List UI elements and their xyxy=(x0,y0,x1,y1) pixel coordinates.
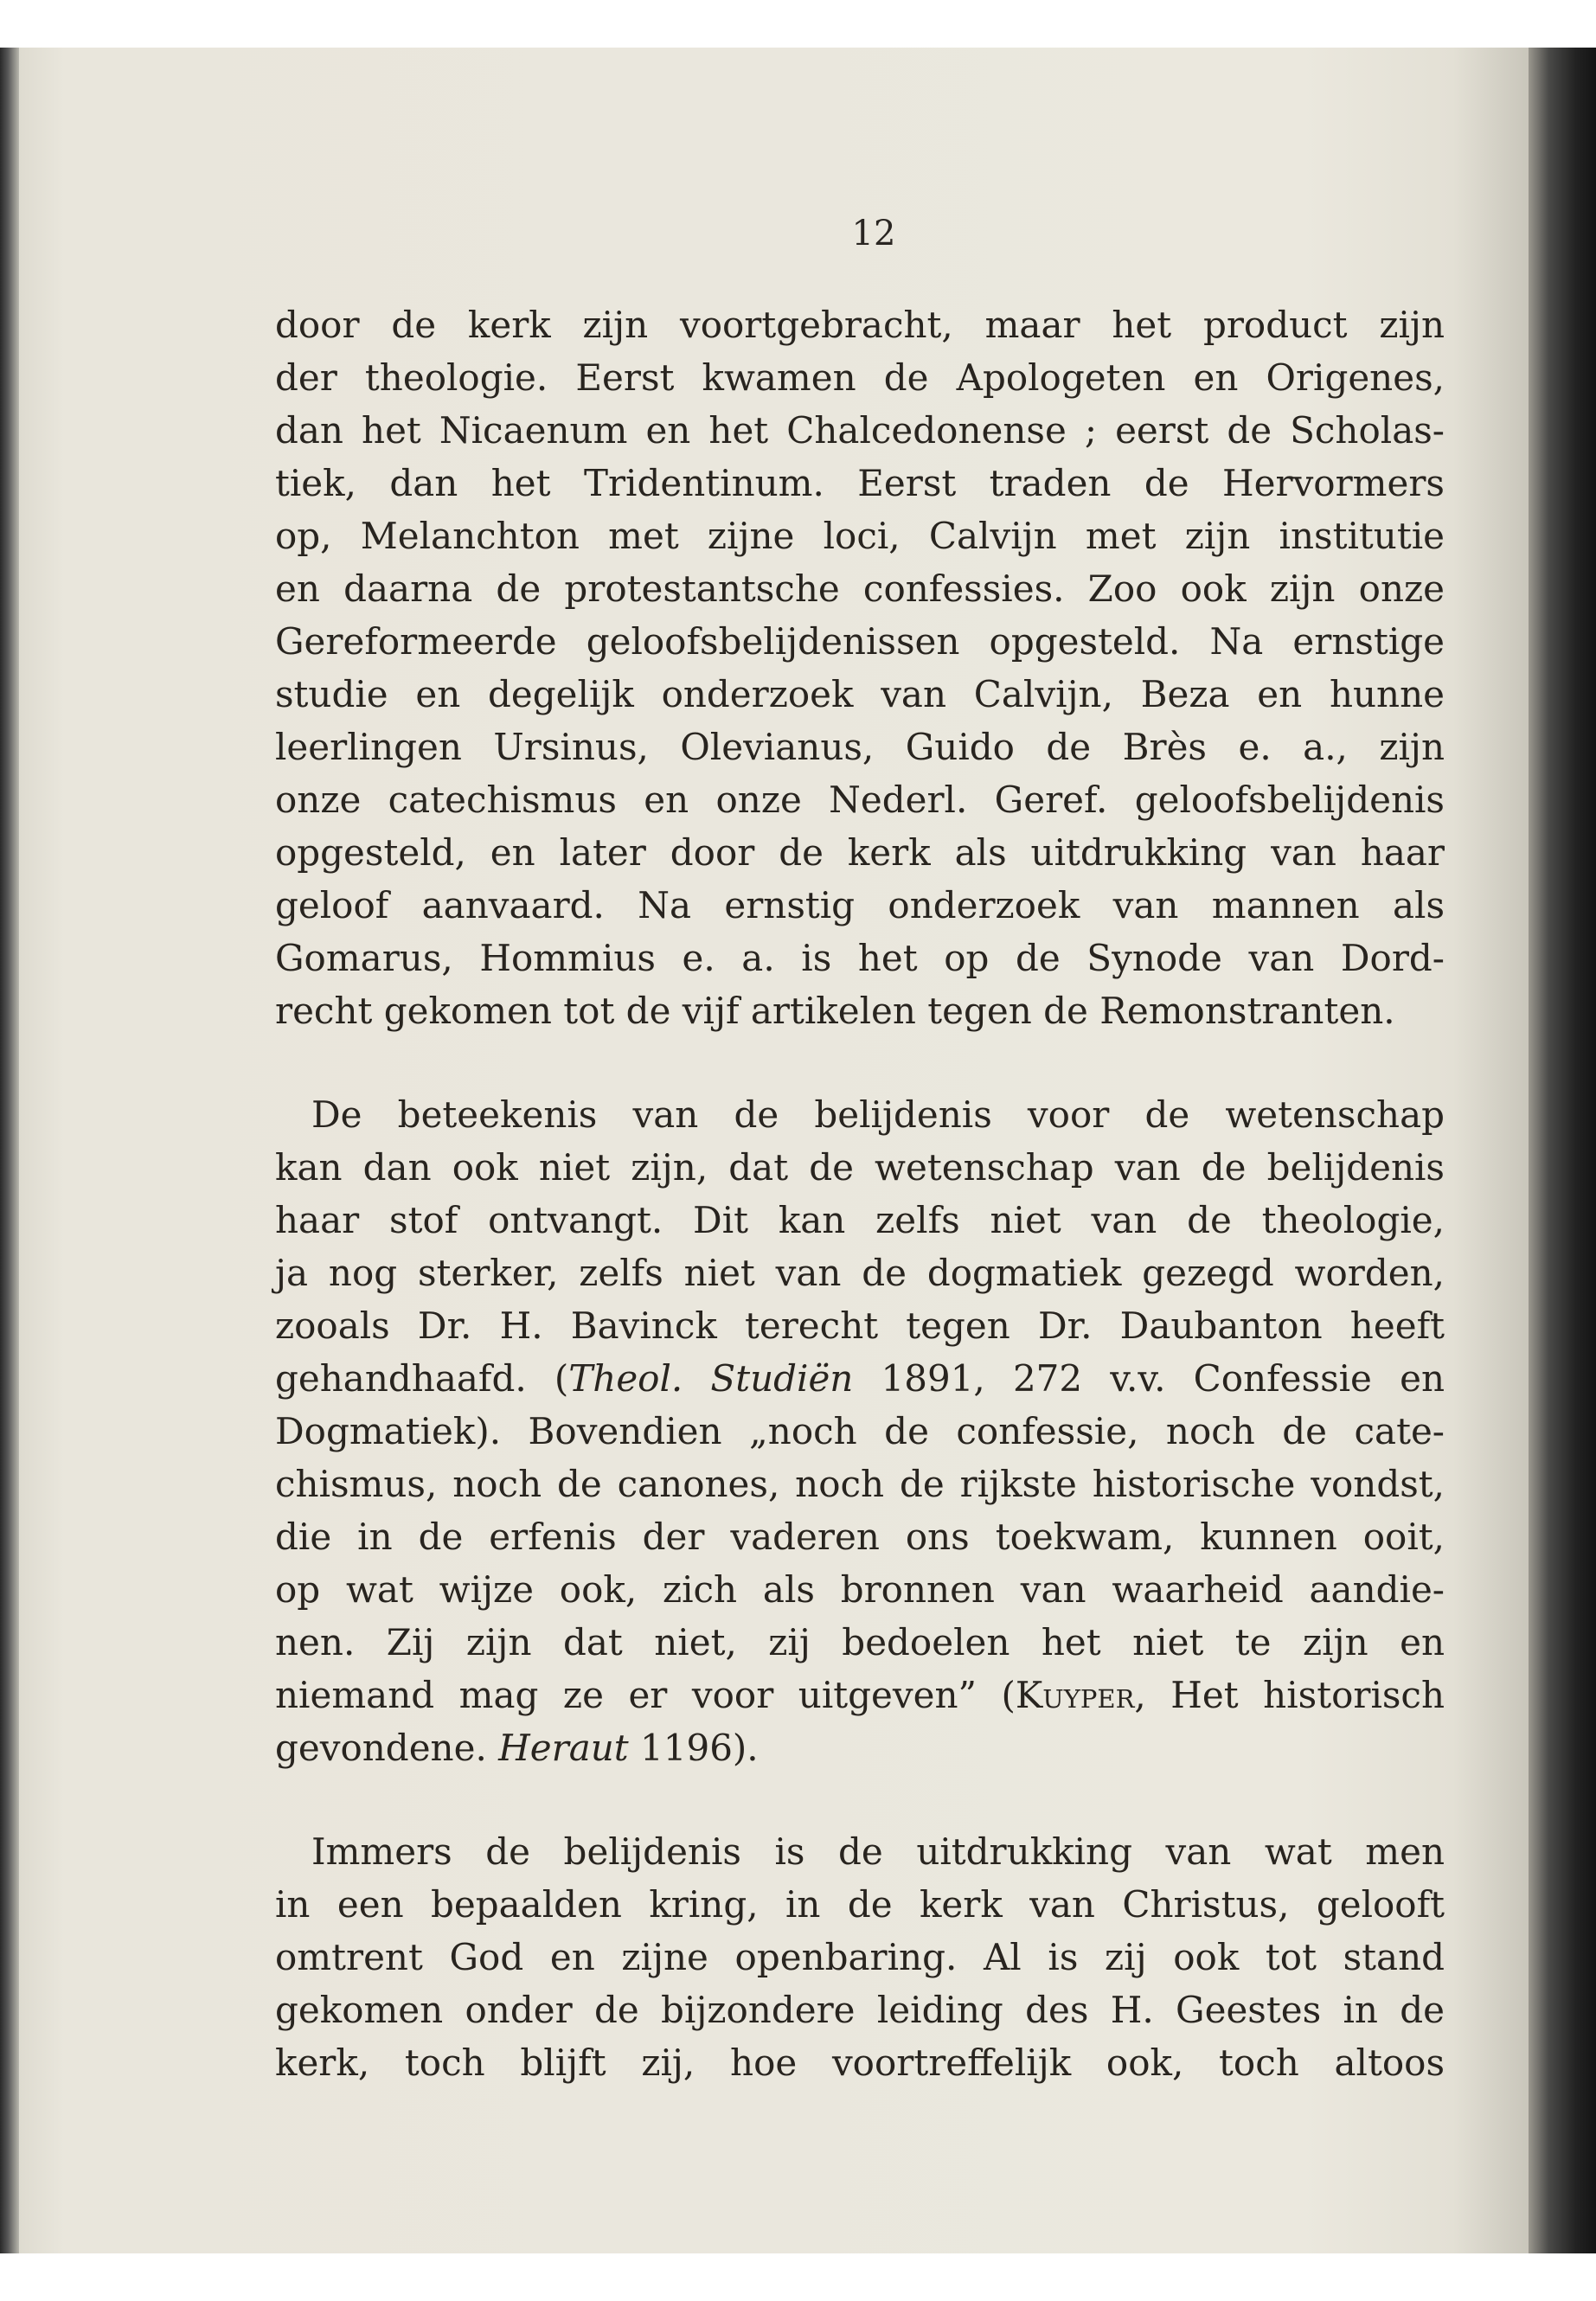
top-scan-margin xyxy=(0,0,1596,48)
text-line: De beteekenis van de belijdenis voor de wetenschap xyxy=(311,1093,1445,1136)
source-title: Heraut xyxy=(498,1727,629,1769)
page-number: 12 xyxy=(851,214,896,253)
text-line: recht gekomen tot de vijf artikelen tegen de Remonstranten. xyxy=(275,990,1395,1032)
text-fragment: ( xyxy=(554,1357,569,1400)
text-line: Immers de belijdenis is de uitdrukking van wat men xyxy=(311,1830,1445,1873)
text-line: geloof aanvaard. Na ernstig onderzoek van mannen als xyxy=(275,884,1445,926)
left-binding-edge xyxy=(0,48,19,2253)
text-line: door de kerk zijn voortgebracht, maar het product zijn xyxy=(275,304,1445,346)
author-name: Kuyper xyxy=(1015,1674,1135,1716)
text-line: kerk, toch blijft zij, hoe voortreffelijk ook, toch altoos xyxy=(275,2041,1445,2084)
text-line: dan het Nicaenum en het Chalcedonense ; eerst de Scholas- xyxy=(275,409,1445,452)
text-line: op wat wijze ook, zich als bronnen van waarheid aandie- xyxy=(275,1568,1445,1611)
text-line: leerlingen Ursinus, Olevianus, Guido de Brès e. a., zijn xyxy=(275,726,1445,768)
text-line: studie en degelijk onderzoek van Calvijn, Beza en hunne xyxy=(275,673,1445,715)
text-line: op, Melanchton met zijne loci, Calvijn met zijn institutie xyxy=(275,515,1445,557)
paragraph-2 xyxy=(275,1088,1445,1774)
text-line: ja nog sterker, zelfs niet van de dogmatiek gezegd worden, xyxy=(275,1252,1445,1294)
text-line: opgesteld, en later door de kerk als uitdrukking van haar xyxy=(275,831,1445,874)
text-line: in een bepaalden kring, in de kerk van Christus, gelooft xyxy=(275,1883,1445,1926)
text-fragment: , Het historisch xyxy=(1134,1674,1445,1716)
right-page-edge-shadow xyxy=(1529,48,1596,2253)
text-line: gekomen onder de bijzondere leiding des H. Geestes in de xyxy=(275,1989,1445,2031)
text-line-with-author xyxy=(275,1669,1445,1721)
text-line: Dogmatiek). Bovendien „noch de confessie, noch de cate- xyxy=(275,1410,1445,1452)
paragraph-1 xyxy=(275,298,1445,1037)
text-fragment: gevondene. xyxy=(275,1727,499,1769)
text-line: der theologie. Eerst kwamen de Apologeten en Origenes, xyxy=(275,356,1445,399)
text-line: en daarna de protestantsche confessies. Zoo ook zijn onze xyxy=(275,567,1445,610)
text-line-with-source xyxy=(275,1721,1445,1774)
bottom-scan-margin xyxy=(0,2253,1596,2301)
text-line: Gomarus, Hommius e. a. is het op de Synode van Dord- xyxy=(275,937,1445,979)
text-line: tiek, dan het Tridentinum. Eerst traden de Hervormers xyxy=(275,462,1445,504)
text-line: chismus, noch de canones, noch de rijkste historische vondst, xyxy=(275,1463,1445,1505)
text-line: nen. Zij zijn dat niet, zij bedoelen het niet te zijn en xyxy=(275,1621,1445,1663)
text-line: die in de erfenis der vaderen ons toekwam, kunnen ooit, xyxy=(275,1516,1445,1558)
text-fragment: niemand mag ze er voor uitgeven” ( xyxy=(275,1674,1016,1716)
text-line: Gereformeerde geloofsbelijdenissen opgesteld. Na ernstige xyxy=(275,620,1445,663)
text-line: kan dan ook niet zijn, dat de wetenschap van de belijdenis xyxy=(275,1146,1445,1189)
text-line: haar stof ontvangt. Dit kan zelfs niet van de theologie, xyxy=(275,1199,1445,1241)
text-line: omtrent God en zijne openbaring. Al is zij ook tot stand xyxy=(275,1936,1445,1978)
journal-title: Theol. Studiën xyxy=(568,1357,854,1400)
text-fragment: 1196). xyxy=(628,1727,759,1769)
paragraph-3 xyxy=(275,1825,1445,2089)
text-line: onze catechismus en onze Nederl. Geref. geloofsbelijdenis xyxy=(275,779,1445,821)
text-line-with-citation xyxy=(275,1352,1445,1405)
text-fragment: 1891, 272 v.v. Confessie en xyxy=(853,1357,1445,1400)
text-line: zooals Dr. H. Bavinck terecht tegen Dr. Daubanton heeft xyxy=(275,1304,1445,1347)
text-fragment: gehandhaafd. xyxy=(275,1357,527,1400)
